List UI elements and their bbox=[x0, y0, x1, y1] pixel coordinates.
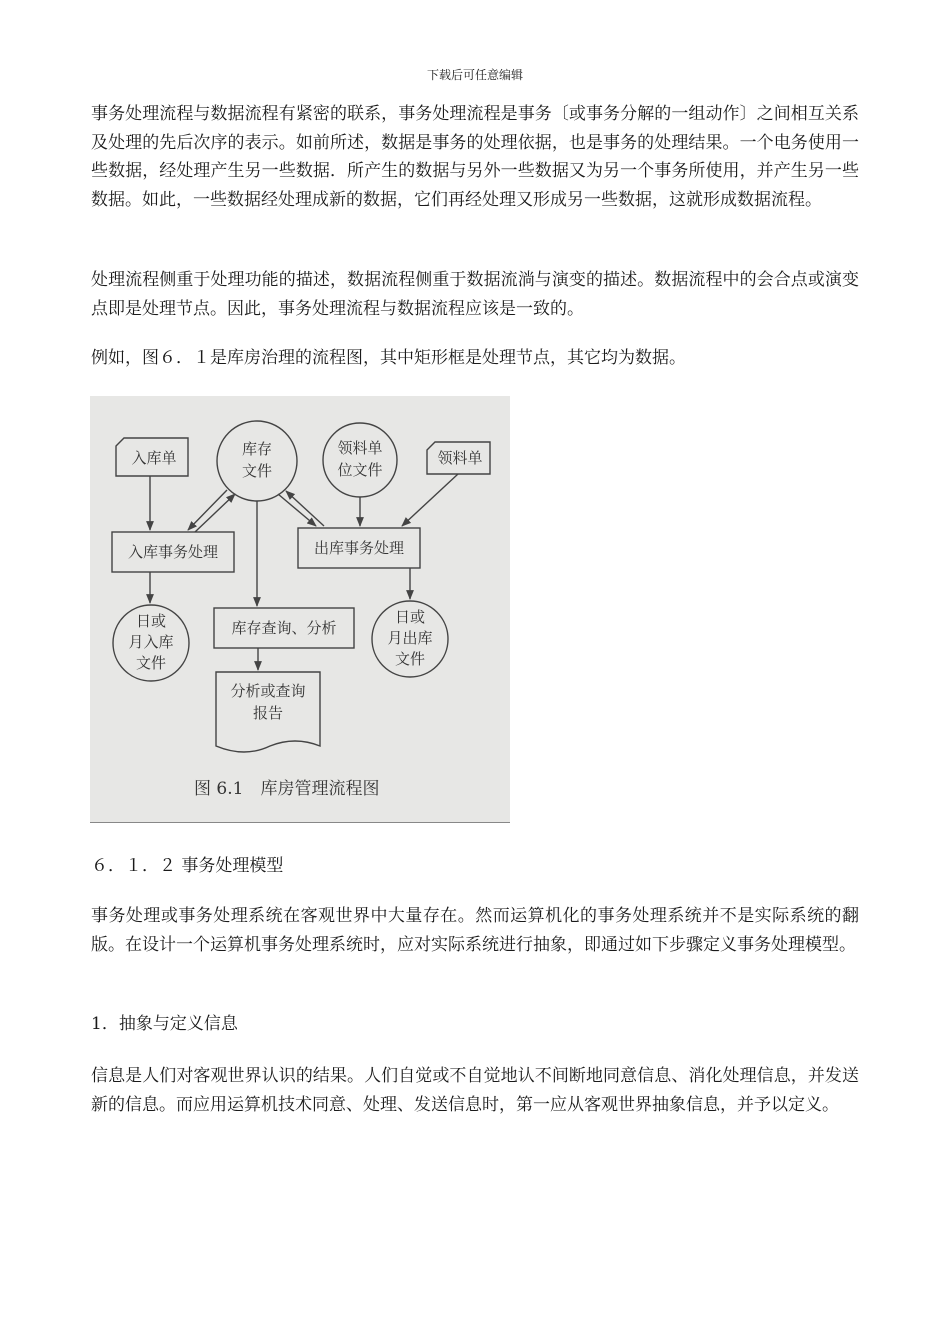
paragraph-5: 信息是人们对客观世界认识的结果。人们自觉或不自觉地认不间断地同意信息、消化处理信息，并发送新的信息。而应用运算机技术同意、处理、发送信息时，第一应从客观世界抽象信息，并予以定义。 bbox=[91, 1066, 859, 1115]
paragraph-1: 事务处理流程与数据流程有紧密的联系，事务处理流程是事务〔或事务分解的一组动作〕之间相互关系及处理的先后次序的表示。如前所述，数据是事务的处理依据，也是事务的处理结果。一个电务使用一些数据，经处理产生另一些数据．所产生的数据与另外一些数据又为另一个事务所使用，并产生另一些数据。如此，一些数据经处理成新的数据，它们再经处理又形成另一些数据，这就形成数据流程。 bbox=[91, 104, 859, 210]
stock-file-circle bbox=[217, 421, 297, 501]
out-file-label-1: 日或 bbox=[394, 608, 426, 626]
section-title: ６．１．２ 事务处理模型 bbox=[91, 856, 284, 876]
subsection-title: 1．抽象与定义信息 bbox=[91, 1014, 238, 1034]
page-header: 下载后可任意编辑 bbox=[426, 68, 523, 82]
requisition-label: 领料单 bbox=[437, 449, 483, 467]
paragraph-2: 处理流程侧重于处理功能的描述，数据流程侧重于数据流淌与演变的描述。数据流程中的会合点或演变点即是处理节点。因此，事务处理流程与数据流程应该是一致的。 bbox=[91, 270, 859, 319]
in-file-label-3: 文件 bbox=[135, 654, 167, 672]
out-file-label-2: 月出库 bbox=[387, 629, 433, 647]
paragraph-3: 例如，图６．１是库房治理的流程图，其中矩形框是处理节点，其它均为数据。 bbox=[91, 348, 686, 368]
stock-file-label-1: 库存 bbox=[241, 440, 273, 458]
out-process-label: 出库事务处理 bbox=[313, 539, 405, 557]
in-file-label-1: 日或 bbox=[135, 612, 167, 630]
dept-file-circle bbox=[323, 423, 397, 497]
in-process-label: 入库事务处理 bbox=[127, 543, 219, 561]
in-file-label-2: 月入库 bbox=[128, 633, 174, 651]
in-slip-label: 入库单 bbox=[131, 449, 177, 467]
dept-file-label-1: 领料单 bbox=[337, 439, 383, 457]
flowchart-figure bbox=[90, 396, 510, 823]
query-label: 库存查询、分析 bbox=[231, 619, 337, 637]
out-file-label-3: 文件 bbox=[394, 650, 426, 668]
report-label-1: 分析或查询 bbox=[230, 682, 306, 700]
dept-file-label-2: 位文件 bbox=[337, 461, 383, 479]
stock-file-label-2: 文件 bbox=[241, 462, 273, 480]
figure-caption: 图 6.1 库房管理流程图 bbox=[194, 779, 380, 799]
paragraph-4: 事务处理或事务处理系统在客观世界中大量存在。然而运算机化的事务处理系统并不是实际系统的翻版。在设计一个运算机事务处理系统时，应对实际系统进行抽象，即通过如下步骤定义事务处理模型。 bbox=[91, 906, 859, 955]
report-label-2: 报告 bbox=[252, 704, 284, 722]
